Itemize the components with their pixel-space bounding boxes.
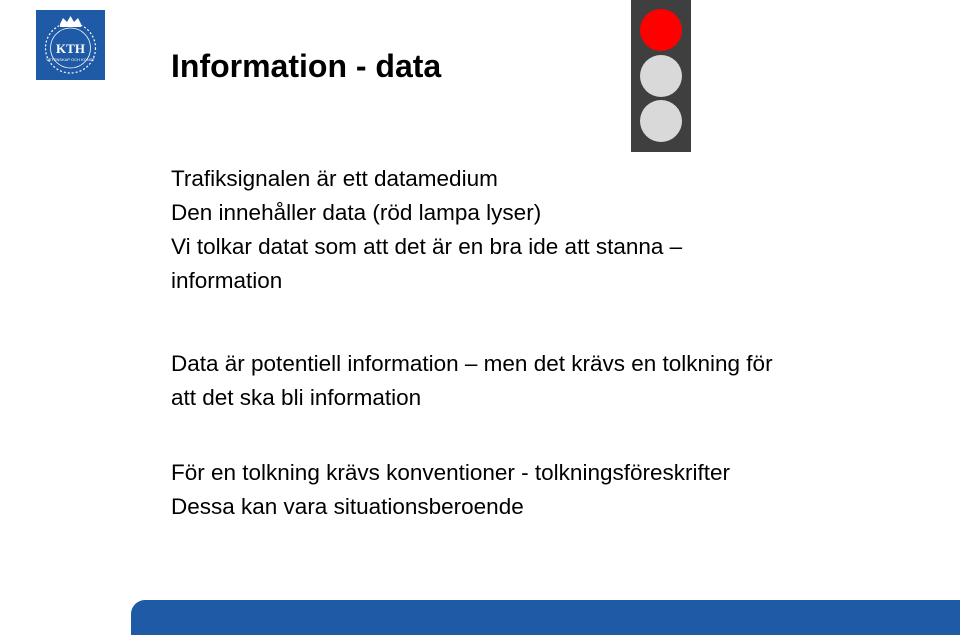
traffic-light-image: [631, 0, 691, 152]
logo-text: KTH: [56, 41, 85, 56]
text-line: Vi tolkar datat som att det är en bra ide att stanna –: [171, 234, 683, 259]
kth-crest-icon: [36, 10, 105, 80]
text-line: Dessa kan vara situationsberoende: [171, 494, 524, 519]
middle-lamp-off: [640, 55, 682, 97]
text-line: Trafiksignalen är ett datamedium: [171, 166, 498, 191]
text-group-conventions: [171, 456, 730, 524]
text-group-potential-information: [171, 347, 773, 415]
text-group-traffic-signal: [171, 162, 682, 298]
text-line: att det ska bli information: [171, 385, 422, 410]
text-line: För en tolkning krävs konventioner - tolkningsföreskrifter: [171, 460, 730, 485]
red-lamp-lit: [640, 9, 682, 51]
logo-subtext: VETENSKAP OCH KONST: [46, 57, 95, 62]
text-line: information: [171, 268, 283, 293]
bottom-lamp-off: [640, 100, 682, 142]
kth-logo: [36, 10, 105, 80]
text-line: Data är potentiell information – men det krävs en tolkning för: [171, 351, 773, 376]
text-line: Den innehåller data (röd lampa lyser): [171, 200, 542, 225]
footer-bar: [131, 600, 960, 635]
slide-title: Information - data: [171, 48, 442, 84]
